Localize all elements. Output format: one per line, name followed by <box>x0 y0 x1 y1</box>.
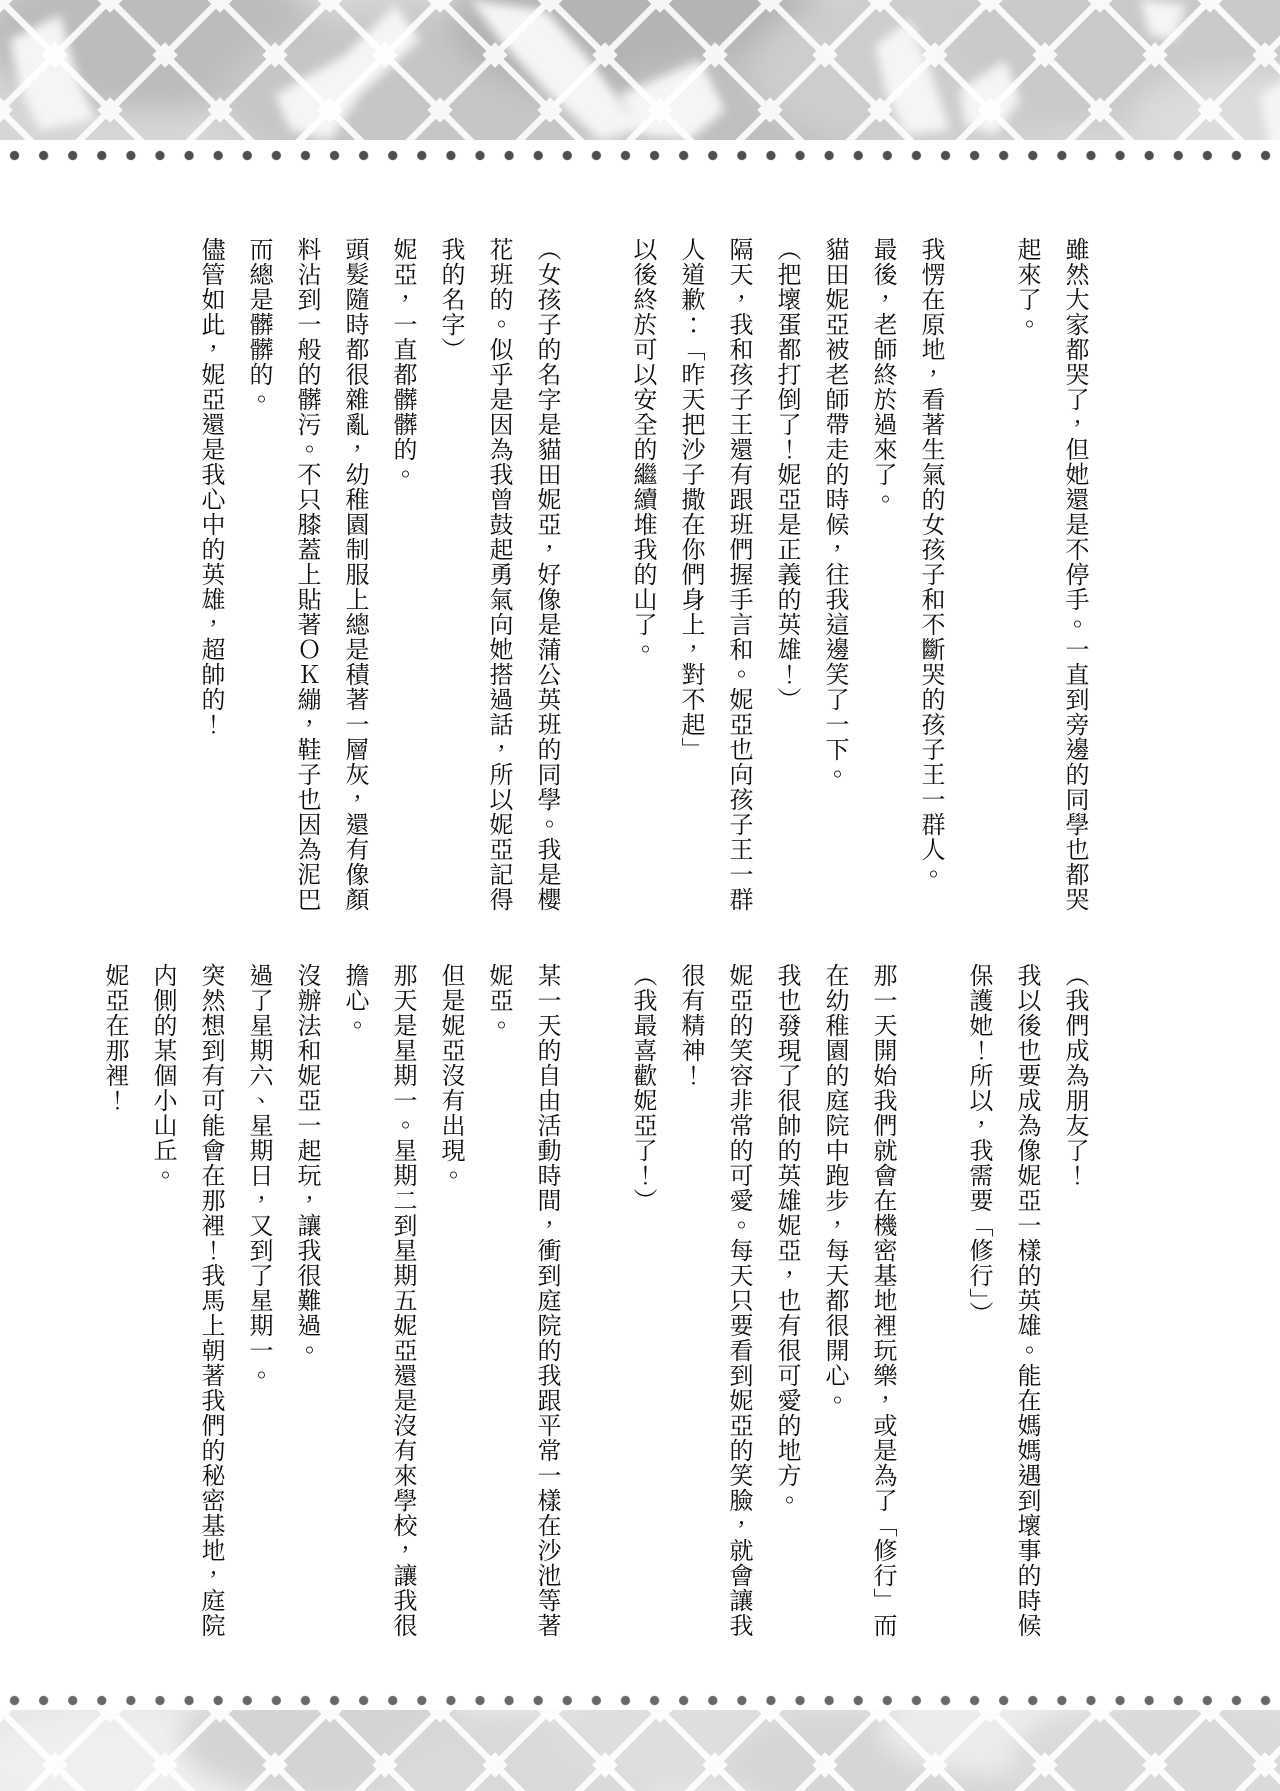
footer-watercolor-lattice-deco <box>0 1710 1280 1791</box>
vertical-paragraph: 最後，老師終於過來了。 <box>869 237 896 512</box>
vertical-paragraph: 某一天的自由活動時間，衝到庭院的我跟平常一樣在沙池等著妮亞。 <box>485 963 560 1638</box>
vertical-paragraph: 妮亞的笑容非常的可愛。每天只要看到妮亞的笑臉，就會讓我很有精神！ <box>677 963 752 1638</box>
text-block-upper <box>186 237 1098 913</box>
vertical-paragraph: 那一天開始我們就會在機密基地裡玩樂，或是為了「修行」而在幼稚園的庭院中跑步，每天都很開心。 <box>821 963 896 1638</box>
header-watercolor-lattice-deco <box>0 0 1280 140</box>
vertical-paragraph: （女孩子的名字是貓田妮亞，好像是蒲公英班的同學。我是櫻花班的。似乎是因為我曾鼓起勇氣向她搭過話，所以妮亞記得我的名字） <box>437 237 560 912</box>
vertical-paragraph: 我也發現了很帥的英雄妮亞，也有很可愛的地方。 <box>773 963 800 1513</box>
vertical-paragraph: （我最喜歡妮亞了！） <box>629 963 656 1213</box>
header-dotted-divider <box>0 149 1280 162</box>
text-block-lower <box>90 963 1098 1639</box>
vertical-paragraph: 妮亞，一直都髒髒的。 <box>389 237 416 487</box>
vertical-paragraph: 貓田妮亞被老師帶走的時候，往我這邊笑了一下。 <box>821 237 848 787</box>
vertical-paragraph: 隔天，我和孩子王還有跟班們握手言和。妮亞也向孩子王一群人道歉：「昨天把沙子撒在你們身上，對不起」 <box>677 237 752 912</box>
footer-dotted-divider <box>0 1694 1280 1707</box>
vertical-paragraph: 頭髮隨時都很雜亂，幼稚園制服上總是積著一層灰，還有像顏料沾到一般的髒污。不只膝蓋上貼著ＯＫ繃，鞋子也因為泥巴而總是髒髒的。 <box>245 237 368 912</box>
vertical-paragraph: 過了星期六、星期日，又到了星期一。 <box>245 963 272 1388</box>
vertical-paragraph: 我以後也要成為像妮亞一樣的英雄。能在媽媽遇到壞事的時候保護她！所以，我需要「修行」） <box>965 963 1040 1638</box>
vertical-paragraph: 妮亞在那裡！ <box>101 963 128 1113</box>
vertical-paragraph: 那天是星期一。星期二到星期五妮亞還是沒有來學校，讓我很擔心。 <box>341 963 416 1638</box>
vertical-paragraph: 沒辦法和妮亞一起玩，讓我很難過。 <box>293 963 320 1363</box>
vertical-paragraph: 儘管如此，妮亞還是我心中的英雄，超帥的！ <box>197 237 224 737</box>
vertical-paragraph: （我們成為朋友了！ <box>1061 963 1088 1188</box>
vertical-paragraph: （把壞蛋都打倒了！妮亞是正義的英雄！） <box>773 237 800 712</box>
vertical-paragraph: 但是妮亞沒有出現。 <box>437 963 464 1188</box>
vertical-paragraph: 以後終於可以安全的繼續堆我的山了。 <box>629 237 656 662</box>
vertical-paragraph: 雖然大家都哭了，但她還是不停手。一直到旁邊的同學也都哭起來了。 <box>1013 237 1088 912</box>
vertical-paragraph: 突然想到有可能會在那裡！我馬上朝著我們的秘密基地，庭院内側的某個小山丘。 <box>149 963 224 1638</box>
vertical-paragraph: 我愣在原地，看著生氣的女孩子和不斷哭的孩子王一群人。 <box>917 237 944 887</box>
